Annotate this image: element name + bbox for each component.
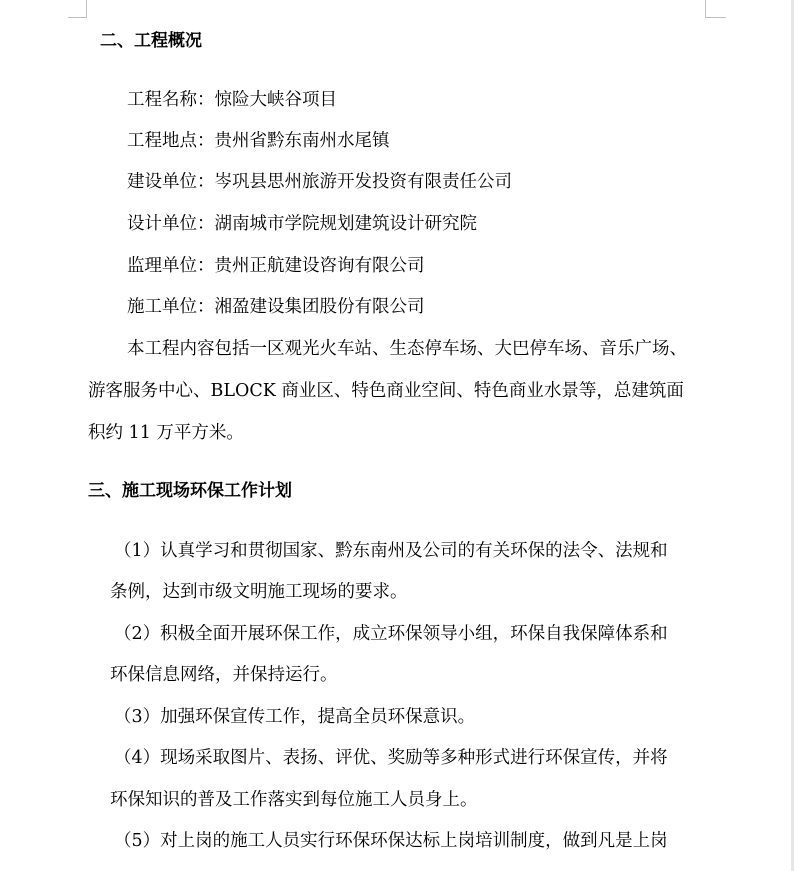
scope-paragraph-line-3: 积约 11 万平方米。 <box>88 423 244 443</box>
plan-item-4-line-1: （4）现场采取图片、表扬、评优、奖励等多种形式进行环保宣传，并将 <box>114 748 668 768</box>
plan-item-1-line-1: （1）认真学习和贯彻国家、黔东南州及公司的有关环保的法令、法规和 <box>114 541 668 561</box>
scope-paragraph-line-2: 游客服务中心、BLOCK 商业区、特色商业空间、特色商业水景等，总建筑面 <box>88 381 684 401</box>
crop-mark-top-left-horizontal <box>68 17 87 18</box>
plan-item-2-line-1: （2）积极全面开展环保工作，成立环保领导小组，环保自我保障体系和 <box>114 624 668 644</box>
supervision-unit-line: 监理单位：贵州正航建设咨询有限公司 <box>127 256 425 276</box>
section-heading-env-plan: 三、施工现场环保工作计划 <box>88 481 292 501</box>
plan-item-5-line-1: （5）对上岗的施工人员实行环保环保达标上岗培训制度，做到凡是上岗 <box>114 831 668 851</box>
plan-item-4-line-2: 环保知识的普及工作落实到每位施工人员身上。 <box>110 790 478 810</box>
scope-paragraph-line-1: 本工程内容包括一区观光火车站、生态停车场、大巴停车场、音乐广场、 <box>127 339 687 359</box>
crop-mark-top-right-horizontal <box>705 17 726 18</box>
construction-unit-line: 施工单位：湘盈建设集团股份有限公司 <box>127 297 425 317</box>
owner-unit-line: 建设单位：岑巩县思州旅游开发投资有限责任公司 <box>127 172 512 192</box>
design-unit-line: 设计单位：湖南城市学院规划建筑设计研究院 <box>127 214 477 234</box>
project-name-line: 工程名称：惊险大峡谷项目 <box>127 90 337 110</box>
crop-mark-top-right-vertical <box>705 0 706 18</box>
crop-mark-top-left-vertical <box>86 0 87 18</box>
plan-item-1-line-2: 条例，达到市级文明施工现场的要求。 <box>110 582 408 602</box>
section-heading-overview: 二、工程概况 <box>100 31 202 51</box>
plan-item-2-line-2: 环保信息网络，并保持运行。 <box>110 665 338 685</box>
project-location-line: 工程地点：贵州省黔东南州水尾镇 <box>127 131 390 151</box>
plan-item-3: （3）加强环保宣传工作，提高全员环保意识。 <box>114 707 476 727</box>
